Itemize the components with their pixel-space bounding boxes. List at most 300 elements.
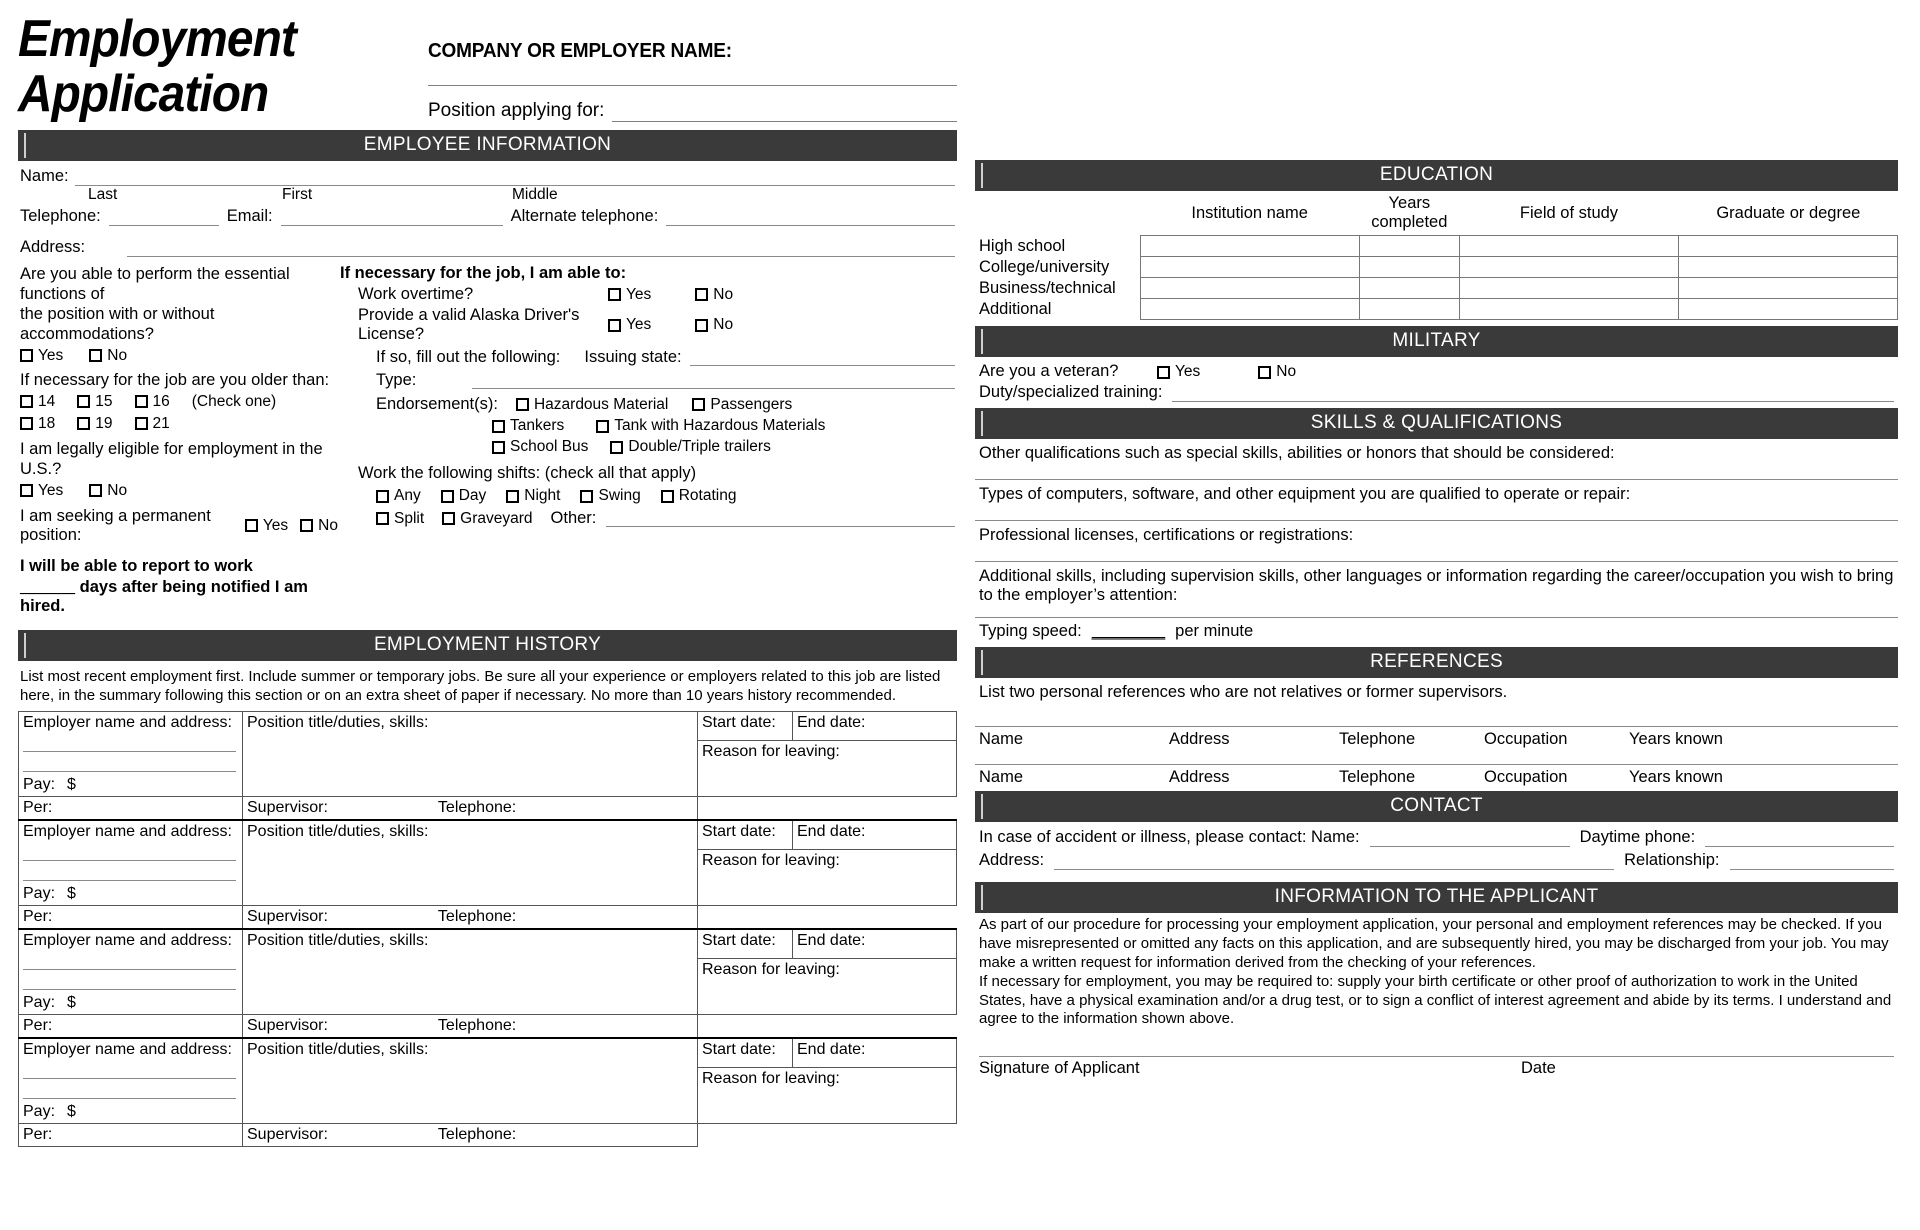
checkbox-icon (1258, 366, 1271, 379)
employment-history-table (18, 711, 957, 1147)
overtime-yes-label: Yes (626, 285, 652, 303)
pay-row[interactable] (23, 1103, 238, 1121)
signature-labels-row (975, 1057, 1898, 1078)
typing-speed-unit: per minute (1175, 622, 1254, 640)
supervisor-label: Supervisor: (247, 1126, 328, 1144)
position-cell[interactable] (243, 712, 698, 797)
eligible-no-label: No (107, 481, 128, 499)
permanent-no-checkbox[interactable] (300, 517, 338, 535)
typing-speed-label: Typing speed: (979, 622, 1082, 640)
reference-header-address: Address (1169, 768, 1230, 786)
age-14-checkbox[interactable] (20, 393, 55, 411)
table-row (19, 929, 957, 959)
essential-q-line-1: Are you able to perform the essential functions of (20, 265, 290, 304)
shift-night-label: Night (524, 487, 561, 504)
references-instruction: List two personal references who are not relatives or former supervisors. (979, 683, 1508, 701)
employer-line-1[interactable] (23, 738, 236, 752)
education-institution-cell[interactable] (1140, 236, 1359, 257)
license-no-checkbox[interactable] (695, 316, 733, 334)
shift-graveyard-label: Graveyard (460, 509, 533, 527)
education-institution-cell[interactable] (1140, 299, 1359, 320)
left-column (0, 0, 975, 1147)
eligibility-answers (20, 482, 338, 500)
permanent-no-label: No (318, 516, 338, 534)
overtime-row (340, 285, 955, 304)
education-row-label: Business/technical (979, 278, 1116, 297)
pay-currency: $ (67, 885, 76, 903)
section-information-to-applicant: INFORMATION TO THE APPLICANT (975, 882, 1898, 913)
applicant-info-p2-line-1: If necessary for employment, you may be required to: supply your birth certificate or other proof of authorization to work in the United (979, 972, 1858, 990)
checkbox-icon (610, 441, 623, 454)
typing-speed-input[interactable]: ________ (1091, 622, 1166, 640)
endorsements-row-2 (340, 417, 955, 435)
start-date-cell[interactable]: Start date: (698, 1038, 793, 1068)
supervisor-cell[interactable] (243, 906, 698, 930)
endorsement-double-triple-label: Double/Triple trailers (628, 438, 771, 455)
reference-header-years-known: Years known (1629, 730, 1723, 748)
shifts-label: Work the following shifts: (check all that apply) (358, 464, 697, 482)
reason-for-leaving-cell[interactable]: Reason for leaving: (698, 850, 957, 906)
reference-header-occupation: Occupation (1484, 768, 1568, 786)
section-references: REFERENCES (975, 647, 1898, 678)
title-line-1: Employment (18, 10, 296, 68)
employer-label: Employer name and address: (23, 714, 232, 732)
employer-cell[interactable] (19, 712, 243, 797)
education-years-cell[interactable] (1359, 278, 1459, 299)
overtime-label: Work overtime? (358, 285, 474, 303)
name-sub-middle: Middle (512, 186, 558, 203)
shift-swing-checkbox[interactable] (580, 487, 640, 505)
shift-other-input[interactable] (606, 510, 955, 527)
education-degree-cell[interactable] (1678, 278, 1897, 299)
telephone-input[interactable] (109, 209, 219, 226)
skills-q3-input[interactable] (975, 548, 1898, 562)
employment-history-note-line-1: List most recent employment first. Include summer or temporary jobs. Be sure all your experience or employers related to this job are listed (20, 667, 941, 685)
contact-intro-label: In case of accident or illness, please contact: Name: (979, 828, 1360, 846)
supervisor-label: Supervisor: (247, 1017, 328, 1035)
age-19-checkbox[interactable] (77, 415, 112, 433)
checkbox-icon (516, 398, 529, 411)
checkbox-icon (608, 288, 621, 301)
contact-name-input[interactable] (1370, 830, 1570, 847)
supervisor-cell[interactable] (243, 1015, 698, 1039)
table-row (19, 1038, 957, 1068)
end-date-cell[interactable]: End date: (793, 820, 957, 850)
end-date-cell[interactable]: End date: (793, 929, 957, 959)
skills-q4-input[interactable] (975, 608, 1898, 618)
contact-address-label: Address: (979, 851, 1045, 869)
employer-cell[interactable] (19, 820, 243, 906)
applicant-info-p2-line-2: States, have a physical examination and/or a drug test, or to sign a conflict of interest agreement and abide by its terms. I understand and (979, 991, 1892, 1009)
address-label: Address: (20, 238, 86, 256)
license-yes-checkbox[interactable] (608, 316, 651, 334)
start-date-cell[interactable]: Start date: (698, 929, 793, 959)
education-field-cell[interactable] (1459, 257, 1678, 278)
table-row (975, 257, 1898, 278)
skills-q2-input[interactable] (975, 507, 1898, 521)
shift-split-checkbox[interactable] (376, 510, 424, 528)
per-cell[interactable]: Per: (19, 1124, 243, 1147)
checkbox-icon (135, 417, 148, 430)
education-header-years-line1: Years (1388, 194, 1431, 212)
education-years-cell[interactable] (1359, 299, 1459, 320)
email-input[interactable] (281, 209, 503, 226)
age-14-label: 14 (38, 392, 56, 410)
reference-1-input[interactable] (975, 705, 1898, 727)
position-label: Position applying for: (428, 100, 605, 121)
pay-row[interactable] (23, 885, 238, 903)
endorsement-double-triple-checkbox[interactable] (610, 438, 770, 456)
reason-for-leaving-cell[interactable]: Reason for leaving: (698, 741, 957, 797)
endorsement-passengers-checkbox[interactable] (692, 396, 792, 414)
pay-row[interactable] (23, 994, 238, 1012)
endorsements-row-3 (340, 438, 955, 456)
skills-q4-label (975, 562, 1898, 608)
reference-header-name: Name (979, 730, 1024, 748)
endorsement-hazmat-checkbox[interactable] (516, 396, 668, 414)
shift-rotating-label: Rotating (678, 487, 737, 504)
table-row (19, 906, 957, 930)
supervisor-telephone-label: Telephone: (437, 1126, 517, 1144)
skills-q1-input[interactable] (975, 466, 1898, 480)
endorsement-passengers-label: Passengers (710, 395, 793, 413)
duty-training-label: Duty/specialized training: (979, 383, 1163, 401)
checkbox-icon (77, 417, 90, 430)
education-field-cell[interactable] (1459, 299, 1678, 320)
checkbox-icon (506, 490, 519, 503)
skills-q1-label: Other qualifications such as special skills, abilities or honors that should be considered: (979, 444, 1615, 462)
veteran-no-checkbox[interactable] (1258, 363, 1296, 381)
applicant-info-p1-line-2: have misrepresented or omitted any facts on this application, and are subsequently hired, you may be discharged from your job. You may (979, 934, 1889, 952)
typing-speed-row (975, 618, 1898, 645)
pay-label: Pay: (23, 1103, 56, 1121)
table-row (19, 797, 957, 821)
checkbox-icon (135, 395, 148, 408)
ifso-row (340, 348, 955, 367)
table-row (975, 236, 1898, 257)
permanent-position-row (20, 507, 338, 545)
skills-q4-line-1: Additional skills, including supervision skills, other languages or information regarding the career/occupation you wish to bring (979, 567, 1894, 585)
reason-for-leaving-cell[interactable]: Reason for leaving: (698, 959, 957, 1015)
shift-any-checkbox[interactable] (376, 487, 421, 505)
shift-rotating-checkbox[interactable] (661, 487, 737, 505)
issuing-state-input[interactable] (690, 349, 955, 366)
education-field-cell[interactable] (1459, 278, 1678, 299)
checkbox-icon (20, 349, 33, 362)
checkbox-icon (492, 420, 505, 433)
shift-any-label: Any (394, 487, 421, 504)
table-row (19, 1124, 957, 1147)
essential-yes-label: Yes (38, 346, 64, 364)
endorsements-label: Endorsement(s): (376, 395, 498, 413)
reference-header-years-known: Years known (1629, 768, 1723, 786)
name-input[interactable] (75, 169, 955, 186)
supervisor-cell[interactable] (243, 797, 698, 821)
checkbox-icon (89, 349, 102, 362)
position-cell[interactable] (243, 820, 698, 906)
employer-cell[interactable] (19, 1038, 243, 1124)
report-to-work-line-2 (20, 578, 338, 616)
type-row (340, 371, 955, 390)
supervisor-cell[interactable] (243, 1124, 698, 1147)
endorsement-school-bus-label: School Bus (510, 438, 589, 455)
checkbox-icon (300, 519, 313, 532)
shift-other-label: Other: (550, 509, 597, 527)
per-cell[interactable]: Per: (19, 797, 243, 821)
education-degree-cell[interactable] (1678, 236, 1897, 257)
reference-1-headers (975, 727, 1898, 751)
applicant-info-p2-line-3: agree to the information shown above. (979, 1010, 1235, 1028)
checkbox-icon (376, 490, 389, 503)
position-cell[interactable] (243, 929, 698, 1015)
position-label: Position title/duties, skills: (247, 714, 429, 732)
position-input[interactable] (612, 102, 957, 122)
contact-address-input[interactable] (1054, 853, 1614, 870)
name-sub-first: First (282, 186, 313, 203)
education-header-row (975, 193, 1898, 233)
license-type-input[interactable] (472, 372, 955, 389)
overtime-no-label: No (713, 285, 734, 303)
age-row-2 (20, 415, 338, 433)
shifts-row-1 (340, 487, 955, 505)
report-days-label: days after being notified I am hired. (20, 577, 308, 615)
education-header-field: Field of study (1519, 203, 1619, 222)
ifso-label: If so, fill out the following: (376, 348, 561, 366)
section-education: EDUCATION (975, 160, 1898, 191)
age-16-checkbox[interactable] (135, 393, 170, 411)
per-cell[interactable]: Per: (19, 1015, 243, 1039)
education-row-label: College/university (979, 257, 1110, 276)
start-date-cell[interactable]: Start date: (698, 712, 793, 741)
shift-day-checkbox[interactable] (441, 487, 487, 505)
pay-label: Pay: (23, 885, 56, 903)
essential-yes-checkbox[interactable] (20, 347, 63, 365)
end-date-cell[interactable]: End date: (793, 712, 957, 741)
alternate-telephone-label: Alternate telephone: (510, 207, 659, 225)
eligible-yes-checkbox[interactable] (20, 482, 63, 500)
essential-q-line-2: the position with or without accommodations? (20, 305, 215, 344)
pay-currency: $ (67, 994, 76, 1012)
shift-graveyard-checkbox[interactable] (442, 510, 532, 528)
endorsement-tank-hazmat-checkbox[interactable] (596, 417, 825, 435)
license-row (340, 306, 955, 344)
applicant-info-paragraph-1 (975, 913, 1898, 973)
overtime-yes-checkbox[interactable] (608, 286, 651, 304)
checkbox-icon (695, 288, 708, 301)
education-degree-cell[interactable] (1678, 299, 1897, 320)
veteran-yes-checkbox[interactable] (1157, 363, 1200, 381)
overtime-no-checkbox[interactable] (695, 286, 733, 304)
alternate-telephone-input[interactable] (666, 209, 955, 226)
right-column (975, 0, 1920, 1147)
checkbox-icon (692, 398, 705, 411)
age-16-label: 16 (152, 392, 170, 410)
checkbox-icon (441, 490, 454, 503)
employer-line-2[interactable] (23, 758, 236, 772)
skills-q4-line-2: to the employer’s attention: (979, 586, 1178, 604)
table-row (19, 1015, 957, 1039)
checkbox-icon (580, 490, 593, 503)
applicant-info-paragraph-2 (975, 973, 1898, 1030)
age-15-label: 15 (95, 392, 113, 410)
age-row-1 (20, 393, 338, 411)
shift-day-label: Day (458, 487, 487, 504)
essential-functions-answers (20, 347, 338, 365)
permanent-yes-label: Yes (262, 516, 289, 534)
age-18-label: 18 (38, 414, 56, 432)
shifts-row-2 (340, 509, 955, 528)
contact-relationship-input[interactable] (1730, 853, 1894, 870)
pay-label: Pay: (23, 776, 56, 794)
checkbox-icon (245, 519, 258, 532)
pay-row[interactable] (23, 776, 238, 794)
age-21-label: 21 (152, 414, 170, 432)
education-years-cell[interactable] (1359, 236, 1459, 257)
company-name-input[interactable] (428, 85, 957, 86)
form-header (18, 12, 957, 122)
pay-currency: $ (67, 776, 76, 794)
employer-line-1[interactable] (23, 847, 236, 861)
employer-line-2[interactable] (23, 867, 236, 881)
signature-input[interactable] (979, 1029, 1894, 1057)
employer-cell[interactable] (19, 929, 243, 1015)
skills-q3-label: Professional licenses, certifications or registrations: (979, 526, 1354, 544)
endorsement-school-bus-checkbox[interactable] (492, 438, 588, 456)
essential-no-label: No (107, 346, 128, 364)
duty-training-input[interactable] (1172, 385, 1894, 402)
reference-2-input[interactable] (975, 751, 1898, 765)
age-19-label: 19 (95, 414, 113, 432)
position-cell[interactable] (243, 1038, 698, 1124)
age-question: If necessary for the job are you older than: (20, 370, 330, 389)
name-sub-last: Last (88, 186, 118, 203)
license-type-label: Type: (376, 371, 417, 389)
contact-daytime-label: Daytime phone: (1579, 828, 1696, 846)
employer-line-1[interactable] (23, 956, 236, 970)
education-table (975, 235, 1898, 320)
checkbox-icon (608, 319, 621, 332)
age-15-checkbox[interactable] (77, 393, 112, 411)
supervisor-telephone-label: Telephone: (437, 799, 517, 817)
checkbox-icon (596, 420, 609, 433)
reason-for-leaving-cell[interactable]: Reason for leaving: (698, 1068, 957, 1124)
section-military: MILITARY (975, 326, 1898, 357)
employer-line-1[interactable] (23, 1065, 236, 1079)
supervisor-telephone-label: Telephone: (437, 908, 517, 926)
age-18-checkbox[interactable] (20, 415, 55, 433)
shifts-label-row (340, 464, 955, 483)
email-label: Email: (226, 207, 273, 225)
section-employee-information: EMPLOYEE INFORMATION (18, 130, 957, 161)
name-sublabels (20, 186, 955, 205)
if-necessary-block (338, 264, 955, 616)
supervisor-telephone-label: Telephone: (437, 1017, 517, 1035)
employment-history-note-line-2: here, in the summary following this section or on an extra sheet of paper if necessary. No more than 10 years history recommended. (20, 687, 896, 705)
checkbox-icon (376, 512, 389, 525)
duty-training-row (975, 381, 1898, 402)
checkbox-icon (492, 441, 505, 454)
age-21-checkbox[interactable] (135, 415, 170, 433)
education-institution-cell[interactable] (1140, 257, 1359, 278)
veteran-label: Are you a veteran? (979, 362, 1119, 380)
reference-header-telephone: Telephone (1339, 730, 1416, 748)
checkbox-icon (77, 395, 90, 408)
veteran-yes-label: Yes (1175, 363, 1201, 380)
checkbox-icon (442, 512, 455, 525)
table-row (975, 299, 1898, 320)
veteran-row (975, 357, 1898, 381)
education-years-cell[interactable] (1359, 257, 1459, 278)
education-row-label: High school (979, 236, 1066, 255)
checkbox-icon (20, 417, 33, 430)
per-cell[interactable]: Per: (19, 906, 243, 930)
title-line-2: Application (18, 64, 269, 123)
report-days-input[interactable]: ______ (20, 577, 76, 596)
position-label: Position title/duties, skills: (247, 1041, 429, 1059)
endorsements-row-1 (340, 395, 955, 414)
license-label: Provide a valid Alaska Driver's License? (358, 306, 580, 343)
shift-split-label: Split (394, 509, 425, 527)
education-header-years-line2: completed (1371, 213, 1448, 231)
section-skills: SKILLS & QUALIFICATIONS (975, 408, 1898, 439)
contact-relationship-label: Relationship: (1624, 851, 1720, 869)
education-field-cell[interactable] (1459, 236, 1678, 257)
page-title (18, 12, 386, 121)
education-row-label: Additional (979, 299, 1052, 318)
permanent-yes-checkbox[interactable] (245, 517, 288, 535)
employee-questions-left (20, 264, 338, 616)
employee-information-body (18, 161, 957, 616)
table-row (975, 278, 1898, 299)
table-row (19, 712, 957, 741)
pay-label: Pay: (23, 994, 56, 1012)
reference-header-telephone: Telephone (1339, 768, 1416, 786)
employer-label: Employer name and address: (23, 932, 232, 950)
check-one-hint: (Check one) (191, 392, 277, 410)
eligible-no-checkbox[interactable] (89, 482, 127, 500)
education-degree-cell[interactable] (1678, 257, 1897, 278)
applicant-info-p1-line-1: As part of our procedure for processing your employment application, your personal and employment references may be checked. If you (979, 916, 1882, 933)
section-employment-history: EMPLOYMENT HISTORY (18, 630, 957, 661)
checkbox-icon (695, 319, 708, 332)
contact-daytime-input[interactable] (1705, 830, 1894, 847)
essential-functions-question (20, 264, 338, 345)
endorsement-tankers-checkbox[interactable] (492, 417, 564, 435)
end-date-cell[interactable]: End date: (793, 1038, 957, 1068)
contact-name-row (975, 822, 1898, 847)
education-institution-cell[interactable] (1140, 278, 1359, 299)
employer-line-2[interactable] (23, 1085, 236, 1099)
checkbox-icon (1157, 366, 1170, 379)
license-yes-label: Yes (626, 316, 652, 333)
company-name-label: COMPANY OR EMPLOYER NAME: (428, 40, 732, 62)
essential-no-checkbox[interactable] (89, 347, 127, 365)
shift-swing-label: Swing (598, 487, 641, 504)
employer-label: Employer name and address: (23, 1041, 232, 1059)
address-input[interactable] (127, 240, 955, 257)
veteran-no-label: No (1276, 363, 1297, 380)
section-contact: CONTACT (975, 791, 1898, 822)
employer-line-2[interactable] (23, 976, 236, 990)
shift-night-checkbox[interactable] (506, 487, 560, 505)
reference-2-headers (975, 765, 1898, 789)
reference-header-occupation: Occupation (1484, 730, 1568, 748)
date-label: Date (1521, 1059, 1556, 1078)
reference-header-name: Name (979, 768, 1024, 786)
employer-label: Employer name and address: (23, 823, 232, 841)
employment-history-note (18, 661, 957, 711)
start-date-cell[interactable]: Start date: (698, 820, 793, 850)
